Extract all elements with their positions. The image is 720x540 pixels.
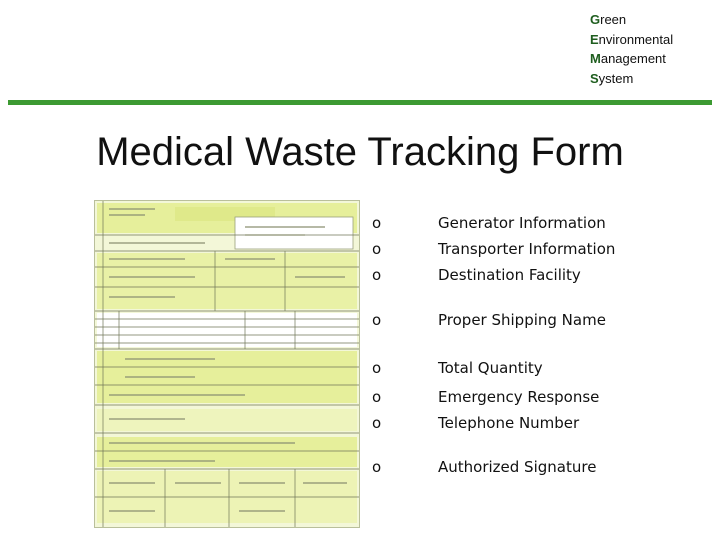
bullet-marker: o: [372, 359, 382, 377]
list-item: [372, 387, 599, 407]
list-item: [372, 310, 606, 330]
bullet-marker: o: [372, 458, 382, 476]
list-item-label: Authorized Signature: [438, 458, 597, 476]
list-item: [372, 213, 606, 233]
logo-line: Environmental: [590, 31, 674, 47]
manifest-form-image: [94, 200, 360, 528]
list-item: [372, 457, 596, 477]
list-item-label: Generator Information: [438, 214, 606, 232]
manifest-form-drawing: [95, 201, 359, 527]
list-item-label: Total Quantity: [438, 359, 543, 377]
logo-line: Green: [590, 12, 627, 27]
logo: [590, 10, 715, 88]
list-item: [372, 239, 615, 259]
logo-line: Management: [590, 51, 666, 66]
bullet-marker: o: [372, 214, 382, 232]
logo-line: System: [590, 70, 634, 86]
list-item-label: Transporter Information: [438, 240, 616, 258]
bullet-marker: o: [372, 266, 382, 284]
header-rule: [8, 100, 712, 105]
bullet-marker: o: [372, 240, 382, 258]
list-item: [372, 413, 579, 433]
bullet-marker: o: [372, 311, 382, 329]
list-item-label: Emergency Response: [438, 388, 600, 406]
list-item: [372, 265, 581, 285]
list-item-label: Telephone Number: [438, 414, 580, 432]
list-item-label: Destination Facility: [438, 266, 581, 284]
list-item-label: Proper Shipping Name: [438, 311, 606, 329]
page-title: Medical Waste Tracking Form: [96, 130, 624, 174]
bullet-marker: o: [372, 388, 382, 406]
bullet-marker: o: [372, 414, 382, 432]
list-item: [372, 358, 543, 378]
